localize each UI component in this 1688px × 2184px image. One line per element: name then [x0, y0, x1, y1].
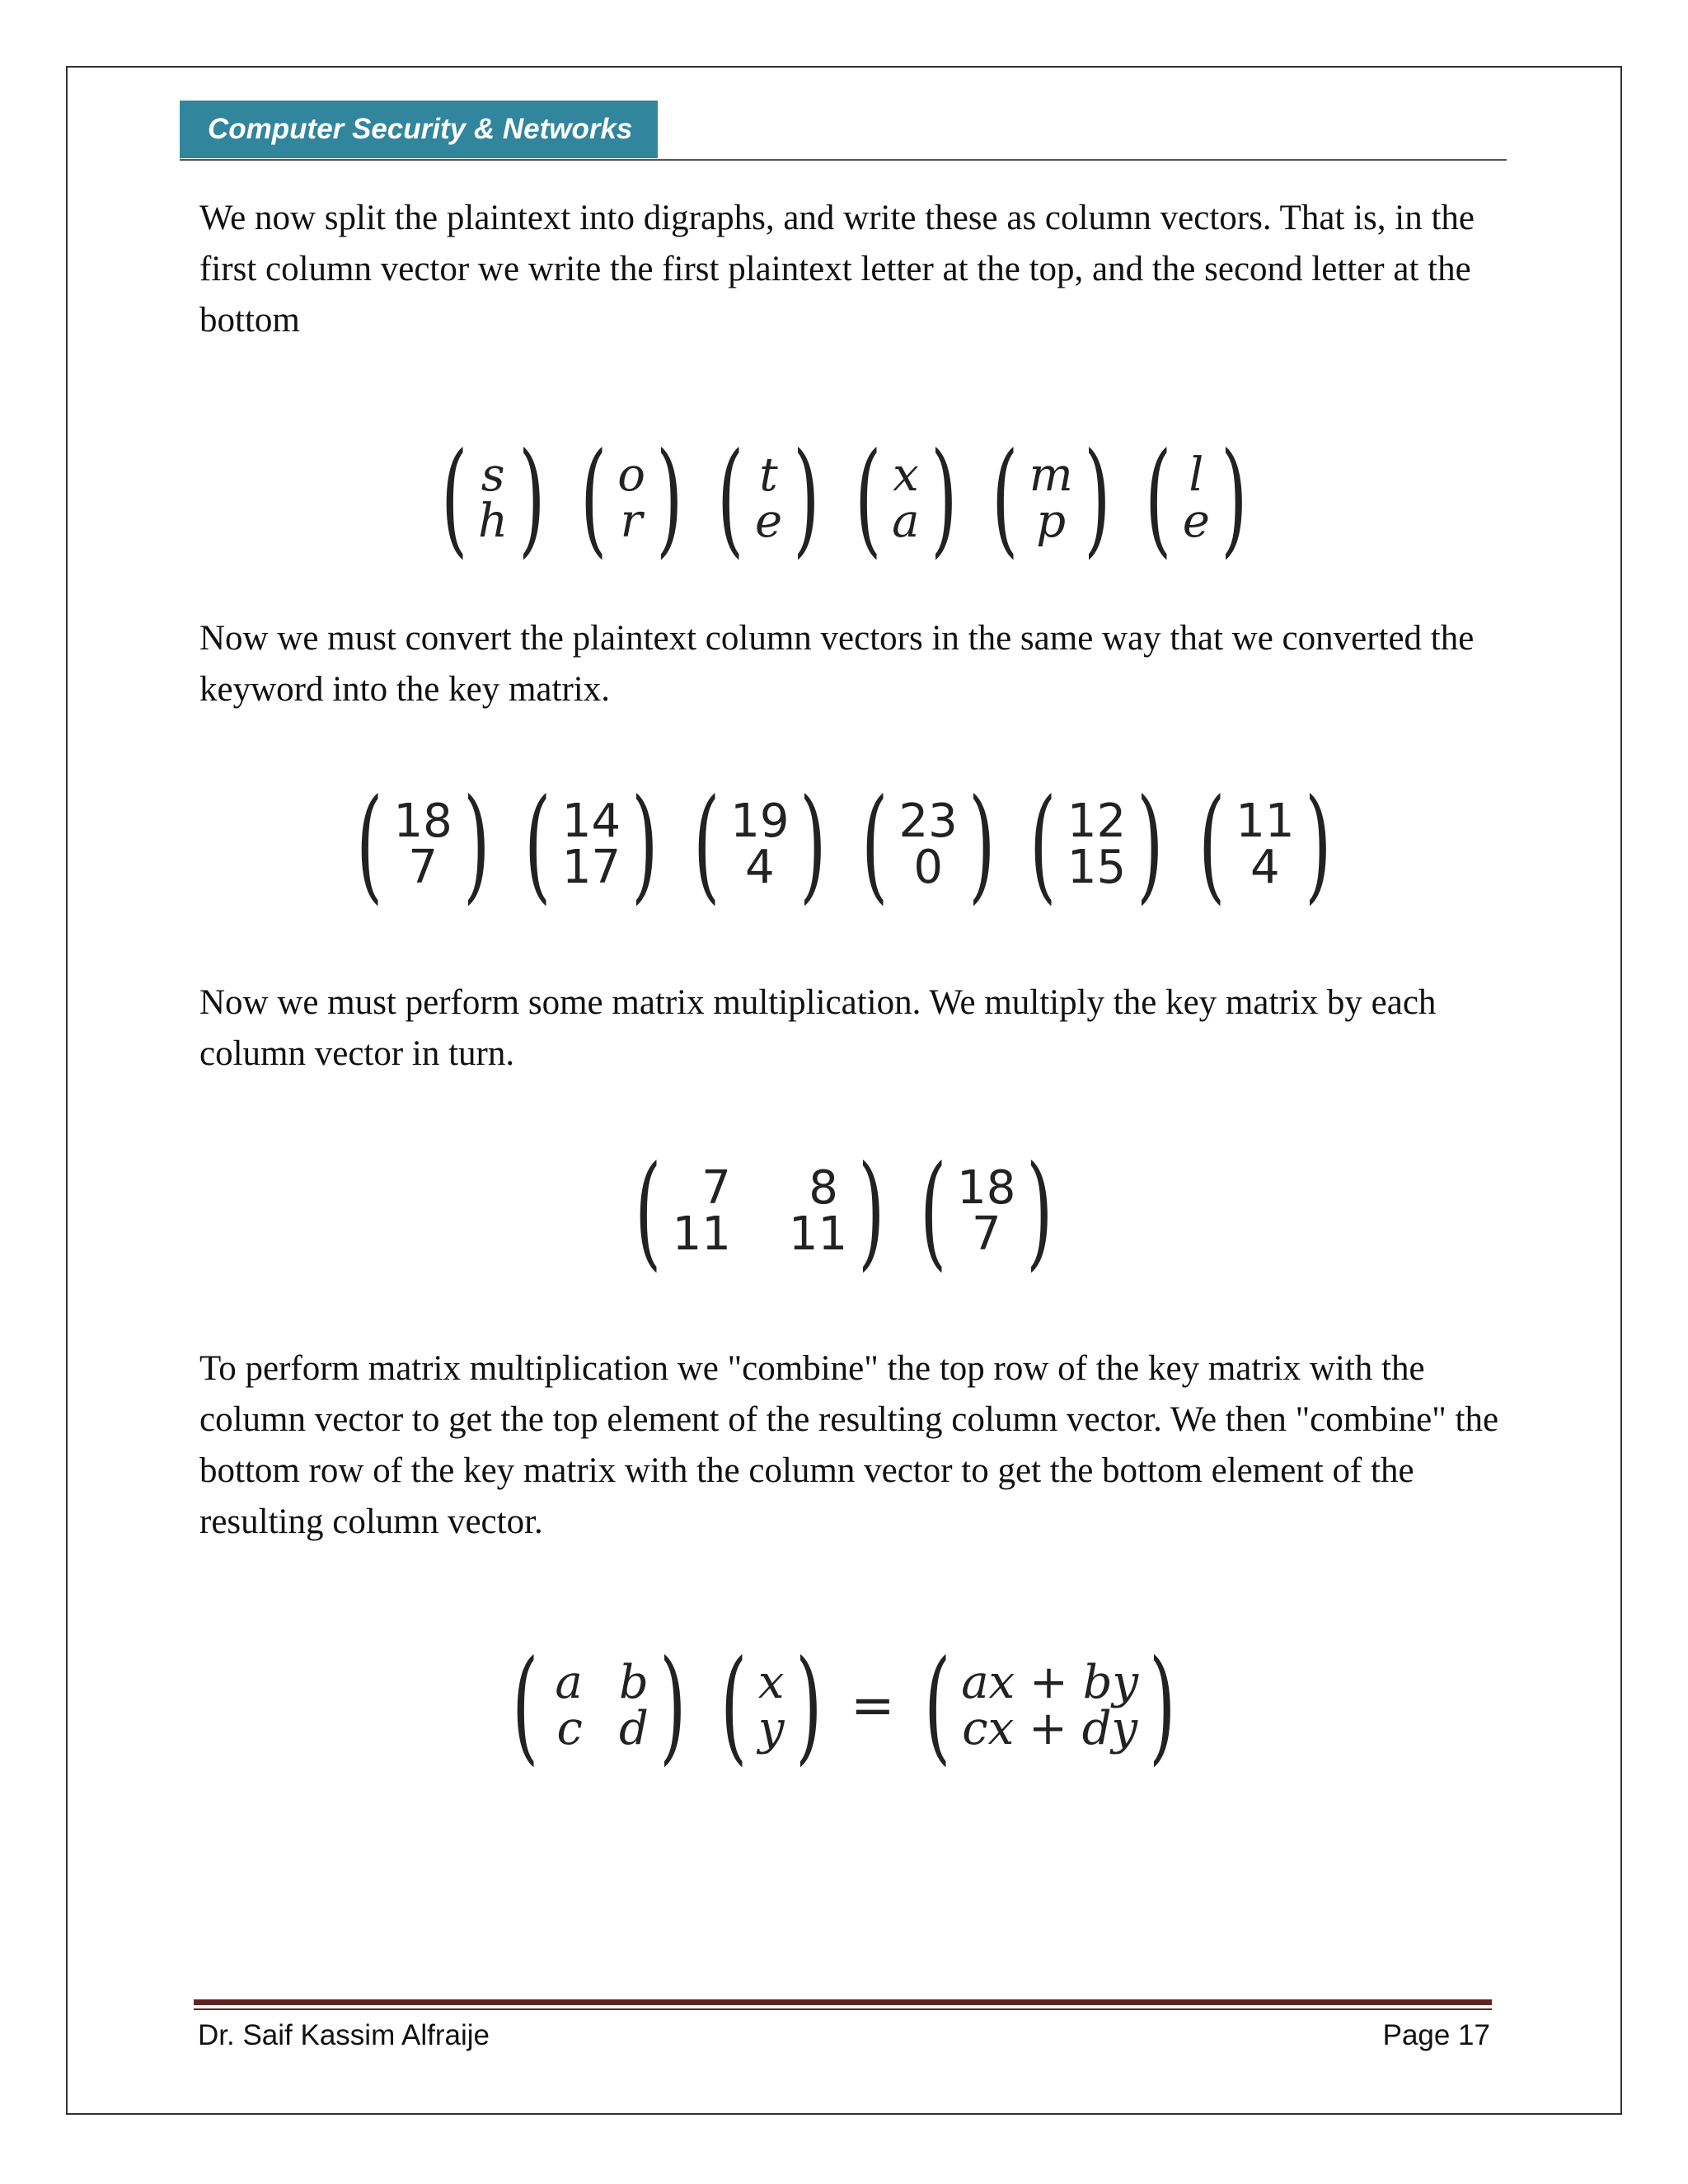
general-matrix: ( a b c d ) [512, 1634, 687, 1778]
vector-bottom: h [478, 494, 509, 548]
letter-vector: ( s h ) [440, 427, 546, 570]
general-formula [0, 1634, 1688, 1778]
matrix-a: a [555, 1656, 583, 1709]
vector-bottom: r [620, 494, 643, 548]
vector-top: 18 [393, 794, 452, 848]
matrix-d: 11 [788, 1207, 848, 1261]
number-vectors [0, 773, 1688, 916]
vector-bottom: a [892, 494, 920, 548]
vector-top: l [1189, 448, 1204, 502]
plaintext-vector: ( 18 7 ) [919, 1140, 1053, 1283]
footer-divider-thin [194, 2008, 1492, 2010]
page-frame [66, 66, 1622, 2115]
vector-top: 14 [561, 794, 621, 848]
result-vector: ( ax + by cx + dy ) [923, 1634, 1176, 1778]
paragraph-multiplication: Now we must perform some matrix multiplication. We multiply the key matrix by each column vector in turn. [199, 983, 1437, 1073]
vector-bottom: y [757, 1702, 785, 1755]
vector-bottom: 17 [561, 841, 621, 894]
vector-bottom: p [1036, 494, 1067, 548]
vector-top: t [759, 448, 778, 502]
number-vector: ( 12 15 ) [1029, 773, 1164, 916]
matrix-b: b [618, 1656, 649, 1709]
paragraph-digraphs: We now split the plaintext into digraphs, and write these as column vectors. That is, in the first column vector we write the first plaintext letter at the top, and the second letter at the bottom [199, 199, 1475, 340]
letter-vector: ( x a ) [854, 427, 957, 570]
vector-bottom: 7 [408, 841, 438, 894]
vector-bottom: e [754, 494, 783, 548]
header-divider [180, 159, 1507, 161]
vector-bottom: 4 [1250, 841, 1280, 894]
footer-author: Dr. Saif Kassim Alfraije [198, 2019, 490, 2051]
vector-top: 11 [1236, 794, 1295, 848]
number-vector: ( 14 17 ) [524, 773, 659, 916]
matrix-a: 7 [701, 1161, 731, 1215]
vector-top: s [481, 448, 505, 502]
letter-vector: ( l e ) [1145, 427, 1248, 570]
vector-bottom: 0 [913, 841, 943, 894]
footer-divider-thick [194, 1999, 1492, 2005]
letter-vector: ( t e ) [717, 427, 820, 570]
letter-vectors [0, 427, 1688, 570]
equals-sign: = [851, 1675, 895, 1736]
vector-bottom: 7 [971, 1207, 1001, 1261]
header-title: Computer Security & Networks [180, 101, 658, 158]
vector-top: x [893, 448, 919, 502]
matrix-c: c [556, 1702, 583, 1755]
number-vector: ( 18 7 ) [356, 773, 490, 916]
key-multiplication [0, 1140, 1688, 1283]
number-vector: ( 19 4 ) [692, 773, 827, 916]
matrix-c: 11 [672, 1207, 731, 1261]
letter-vector: ( m p ) [992, 427, 1111, 570]
footer-page-number: Page 17 [1382, 2019, 1490, 2051]
paragraph-combine: To perform matrix multiplication we "combine" the top row of the key matrix with the column vector to get the top element of the resulting column vector. We then "combine" the bottom row of the key matrix with the column vector to get the bottom element of the resulting column vector. [199, 1349, 1499, 1541]
general-vector: ( x y ) [720, 1634, 822, 1778]
vector-top: x [757, 1656, 785, 1709]
vector-top: 19 [730, 794, 790, 848]
vector-top: m [1029, 448, 1073, 502]
vector-bottom: 15 [1067, 841, 1127, 894]
letter-vector: ( o r ) [579, 427, 683, 570]
matrix-d: d [618, 1702, 649, 1755]
vector-top: o [617, 448, 645, 502]
vector-top: 23 [898, 794, 958, 848]
number-vector: ( 23 0 ) [861, 773, 996, 916]
result-bottom: cx + dy [962, 1702, 1138, 1755]
vector-bottom: e [1182, 494, 1210, 548]
number-vector: ( 11 4 ) [1198, 773, 1332, 916]
key-matrix: ( 7 8 11 11 ) [635, 1140, 885, 1283]
vector-top: 12 [1067, 794, 1127, 848]
result-top: ax + by [961, 1656, 1139, 1709]
matrix-b: 8 [809, 1161, 838, 1215]
paragraph-convert: Now we must convert the plaintext column vectors in the same way that we converted the keyword into the key matrix. [199, 619, 1475, 709]
vector-top: 18 [957, 1161, 1016, 1215]
vector-bottom: 4 [745, 841, 775, 894]
